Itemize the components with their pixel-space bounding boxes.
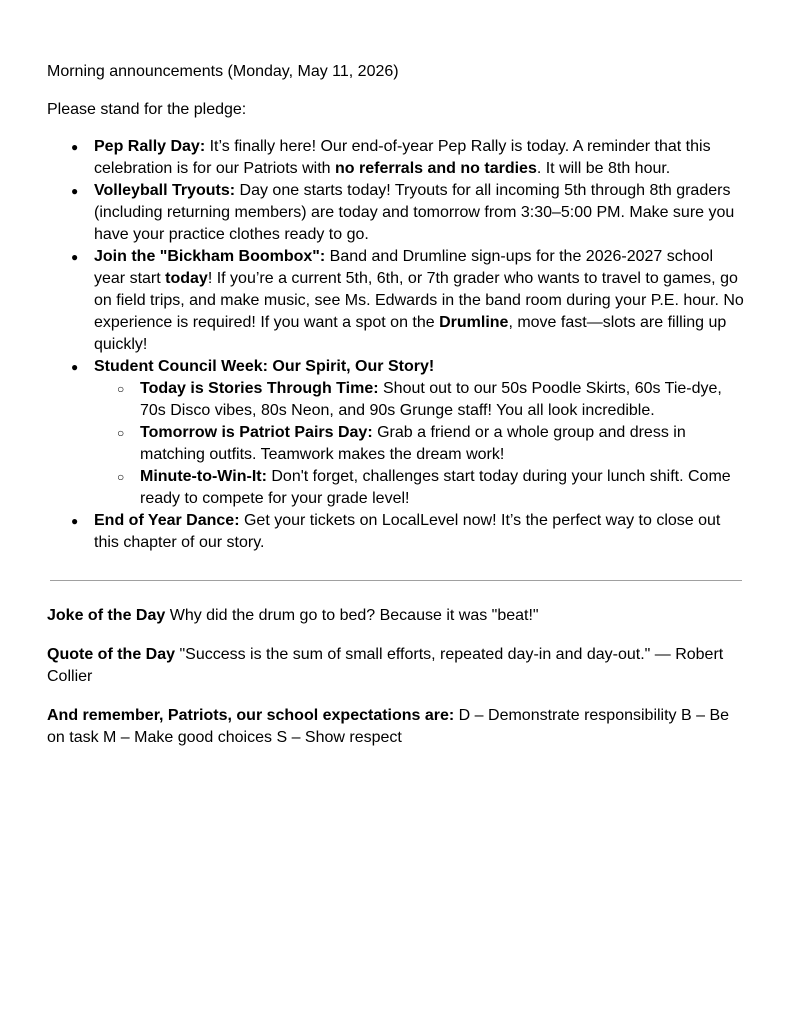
subitem-label: Tomorrow is Patriot Pairs Day: [140,424,373,441]
item-label: Volleyball Tryouts: [94,182,236,199]
list-item-boombox [47,246,744,356]
joke-text: Why did the drum go to bed? Because it was "beat!" [165,607,539,624]
quote-text: "Success is the sum of small efforts, repeated day-in and day-out." — Robert Collier [47,646,724,685]
list-item-volleyball [47,180,744,246]
list-item-dance [47,510,744,554]
item-emphasis: Drumline [439,314,509,331]
expectations-label: And remember, Patriots, our school expectations are: [47,707,455,724]
item-label: Join the "Bickham Boombox": [94,248,326,265]
joke-label: Joke of the Day [47,607,166,624]
council-sublist [47,378,744,510]
page-title: Morning announcements (Monday, May 11, 2026) [47,63,399,80]
item-text: , move fast—slots are filling up quickly! [94,314,727,353]
expectations-text: D – Demonstrate responsibility B – Be on task M – Make good choices S – Show respect [47,707,730,746]
sublist-item-patriot-pairs [47,422,750,466]
item-emphasis: no referrals and no tardies [335,160,537,177]
item-text: Band and Drumline sign-ups for the 2026-2027 school year start [94,248,713,287]
pledge-line: Please stand for the pledge: [47,101,247,118]
subitem-text: Shout out to our 50s Poodle Skirts, 60s Tie-dye, 70s Disco vibes, 80s Neon, and 90s Grunge staff! You all look incredible. [140,380,722,419]
item-label: Pep Rally Day: [94,138,206,155]
item-emphasis: today [165,270,208,287]
sublist-item-stories-through-time [47,378,750,422]
item-text: Day one starts today! Tryouts for all incoming 5th through 8th graders (including returning members) are today and tomorrow from 3:30–5:00 PM. Make sure you have your practice clothes ready to go. [94,182,735,243]
subitem-label: Today is Stories Through Time: [140,380,379,397]
announcement-body [47,61,747,749]
sublist-item-minute-to-win-it [47,466,750,510]
item-text: Get your tickets on LocalLevel now! It’s the perfect way to close out this chapter of our story. [94,512,721,551]
horizontal-divider [50,580,742,581]
list-item-student-council [47,356,744,510]
item-label: Student Council Week: Our Spirit, Our Story! [94,358,435,375]
subitem-text: Don't forget, challenges start today during your lunch shift. Come ready to compete for your grade level! [140,468,731,507]
item-text: . It will be 8th hour. [536,160,671,177]
quote-of-the-day [47,644,747,688]
school-expectations [47,705,747,749]
quote-label: Quote of the Day [47,646,176,663]
joke-of-the-day [47,605,747,627]
announcement-list [47,136,747,554]
subitem-label: Minute-to-Win-It: [140,468,267,485]
list-item-pep-rally [47,136,744,180]
item-label: End of Year Dance: [94,512,240,529]
item-text: It’s finally here! Our end-of-year Pep Rally is today. A reminder that this celebration is for our Patriots with [94,138,711,177]
item-text: ! If you’re a current 5th, 6th, or 7th grader who wants to travel to games, go on field trips, and make music, see Ms. Edwards in the band room during your P.E. hour. No experience is required! If you want a spot on the [94,270,744,331]
subitem-text: Grab a friend or a whole group and dress in matching outfits. Teamwork makes the dream work! [140,424,686,463]
